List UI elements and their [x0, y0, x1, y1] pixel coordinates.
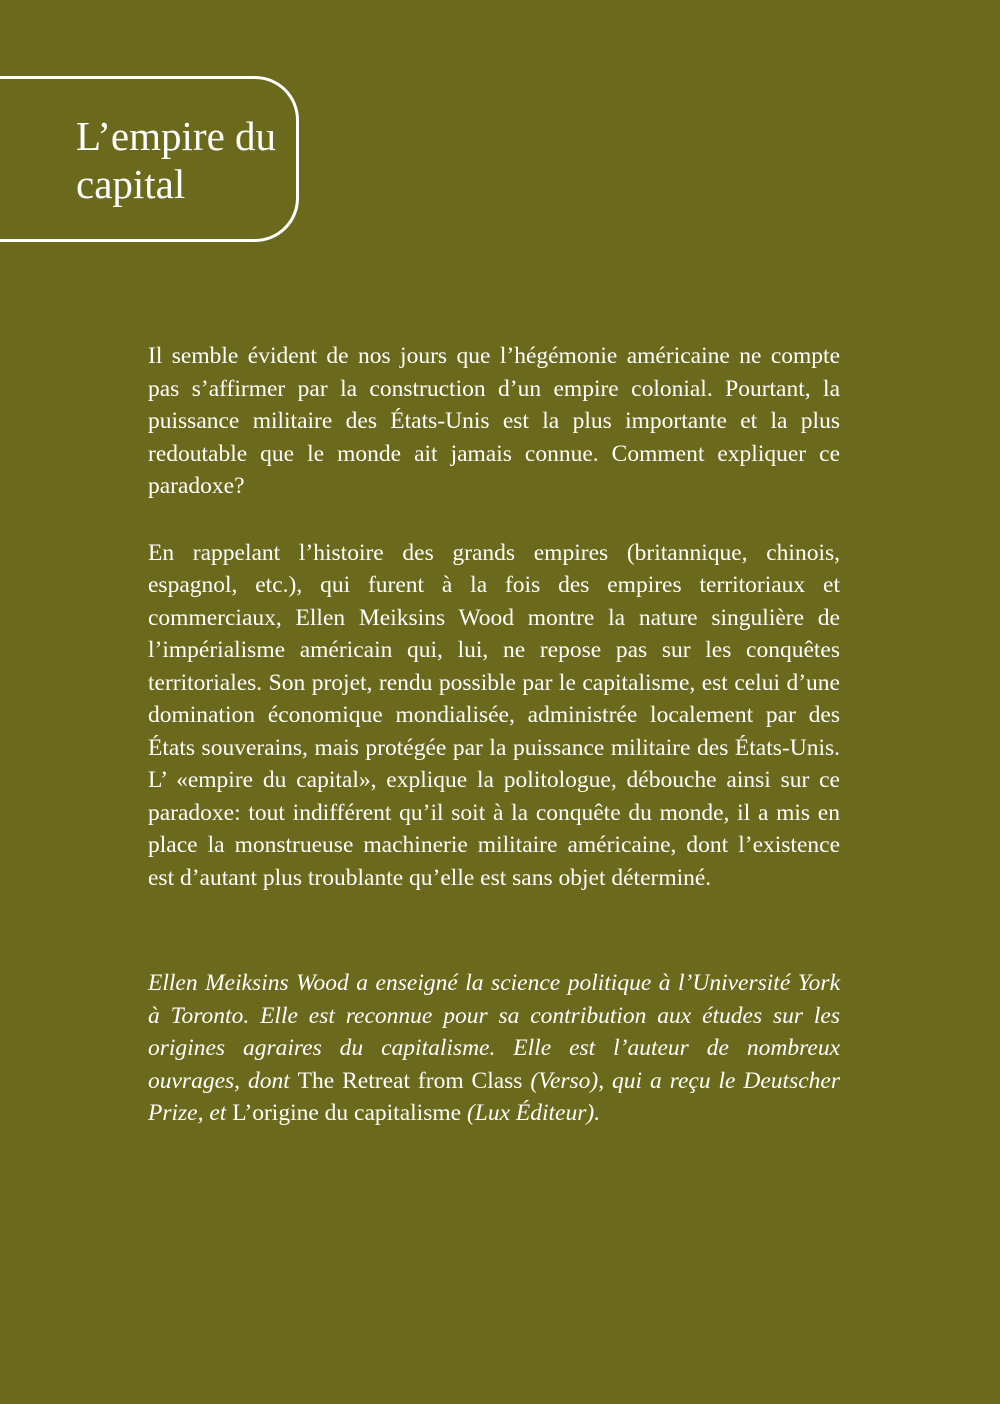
bio-text-3: (Lux Éditeur).	[461, 1100, 601, 1126]
summary-paragraph-2: En rappelant l’histoire des grands empires (britannique, chinois, espagnol, etc.), qui furent à la fois des empires territoriaux et commerciaux, Ellen Meiksins Wood montre la nature singulière de l’impérialisme américain qui, lui, ne repose pas sur les conquêtes territoriales. Son projet, rendu possible par le capitalisme, est celui d’une domination économique mondialisée, administrée localement par des États souverains, mais protégée par la puissance militaire des États-Unis. L’ «empire du capital», explique la politologue, débouche ainsi sur ce paradoxe: tout indifférent qu’il soit à la conquête du monde, il a mis en place la monstrueuse machinerie militaire américaine, dont l’existence est d’autant plus troublante qu’elle est sans objet déterminé.	[148, 539, 840, 891]
bio-text-1: Ellen Meiksins Wood a enseigné la science politique à l’Université York à Toronto. Elle est reconnue pour sa contribution aux études sur les origines agraires du capitalisme. Elle est l’auteur de nombreux ouvrages, dont	[148, 970, 840, 1094]
bio-text-2: (Verso), qui a reçu le Deutscher Prize, et	[148, 1067, 840, 1126]
book-title-retreat: The Retreat from Class	[297, 1067, 523, 1094]
book-title-origine: L’origine du capitalisme	[232, 1100, 462, 1126]
book-title: L’empire du capital	[76, 113, 277, 207]
back-cover-text	[148, 340, 840, 1153]
summary-paragraph-1: Il semble évident de nos jours que l’hégémonie américaine ne compte pas s’affirmer par la construction d’un empire colonial. Pourtant, la puissance militaire des États-Unis est la plus importante et la plus redoutable que le monde ait jamais connue. Comment expliquer ce paradoxe?	[148, 343, 840, 499]
author-bio	[148, 967, 840, 1130]
